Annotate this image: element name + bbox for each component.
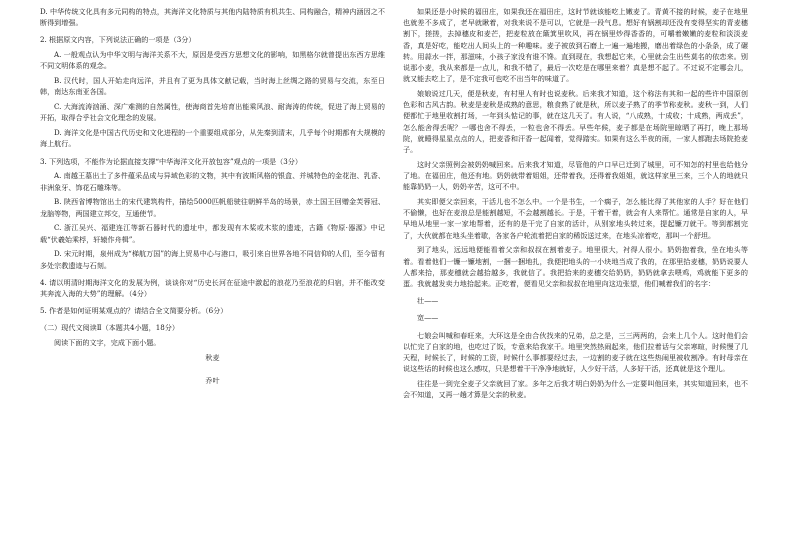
q3-option-c: C. 浙江吴兴、福建连江等新石器时代的遗址中，都发现有木桨或木浆的遗迹，古籍《物原·器源》中记载“伏羲始乘桴，轩辕作舟楫”。 bbox=[40, 223, 385, 244]
reading-instruction: 阅读下面的文字，完成下面小题。 bbox=[54, 338, 161, 348]
question-4: 4. 请以明清时期海洋文化的发展为例，谈谈你对“历史长河在征途中激起的浪花乃至浪花的归宿，并不能改变其奔流入海的大势”的理解。（4分） bbox=[40, 277, 385, 299]
section-heading: （二）现代文阅读Ⅱ（本题共4小题，18分） bbox=[40, 323, 179, 333]
story-paragraph: 往往是一到完全麦子父亲就回了家。多年之后我才明白奶奶为什么一定要叫他回来，其实知道回来，也不会不知道，又再一趟才算是父亲的秋麦。 bbox=[403, 379, 748, 400]
story-author: 乔叶 bbox=[205, 375, 220, 385]
story-paragraph: 到了地头，远远地便能看着父亲和叔叔在割着麦子。地里很大，衬得人很小。奶奶抱着我，坐在地头等着。看着他们一镰一镰地割，一捆一捆地扎，我便把地头的一小块地当成了我的，在那里拾麦穗，奶奶说要人人都来拾，那麦穗就会越拾越多，我就信了。我把拾来的麦穗交给奶奶，奶奶就拿去喂鸡，鸡就能下更多的蛋。我就越发卖力地拾起来。正吃着，便看见父亲和叔叔在地里向这边张望，他们喊着我们的名字： bbox=[403, 245, 748, 289]
q2-option-d: D. 海洋文化是中国古代历史和文化进程的一个重要组成部分，从先秦到清末，几乎每个时期都有大规模的海上航行。 bbox=[40, 128, 385, 149]
q3-option-a: A. 南越王墓出土了多件蕴采品成与异域色彩的文物，其中有波斯风格的银盒、并城特色的金花泡、乳香、非洲象牙、饰花石雕珠等。 bbox=[40, 171, 385, 192]
story-paragraph: 这时父亲照例会被奶奶喊回来。后来我才知道，尽管他的户口早已迁到了城里，可不知怎的村里也给他分了地。在福田庄，他还有地。奶奶就带着姐姐，还带着我，还得着我姐姐，就这样家里三来，三个人的地就只能靠奶奶一人，奶奶辛苦，这可不中。 bbox=[403, 159, 748, 192]
question-5: 5. 作者是如何证明某观点的？请结合全文简要分析。（6分） bbox=[40, 306, 228, 316]
story-call-line: 宽—— bbox=[417, 313, 439, 323]
left-column bbox=[40, 6, 385, 389]
q2-option-c: C. 大海流涛汹涌、深广难测的自然属性，使海商首先培育出能乘风浪、耐海涛的传统，促进了海上贸易的开拓，取得合乎社会文化理念的发展。 bbox=[40, 102, 385, 123]
question-3: 3. 下列选项，不能作为论据直接支撑“中华海洋文化开放包容”观点的一项是（3分） bbox=[40, 156, 302, 166]
q3-option-b: B. 陕西省博物馆出土的宋代建筑构件，描绘5000匹帆船驶往朝鲜半岛的场景，赤土国王回赠金芙蓉冠、龙脑等物，两国建立邦交，互通使节。 bbox=[40, 197, 385, 218]
right-column bbox=[403, 6, 748, 404]
option-d-continued: D. 中华传统文化具有多元同构的特点，其海洋文化特质与其他内陆特质有机共生、同构融合，精神内涵因之不断得到增强。 bbox=[40, 7, 385, 28]
story-title: 秋麦 bbox=[205, 353, 220, 363]
story-paragraph: 娘娘说过几天，便是秋麦，有村里人有时也说麦秋。后来我才知道，这个称法有其和一起的些许中国原创色彩和古风古韵。秋麦是麦秋是成熟的意思，粮食熟了就是秋，所以麦子熟了的季节称麦秋。麦秋一到，人们便都忙于地里收割打场，一年到头惦记的事，就在这几天了。有人说，“八成熟，十成收；十成熟，两成丢”，怎么能舍得丢呢？一哪也舍不得丢，一粒也舍不得丢。早些年候，麦子都是在场院里晾晒了再打，晚上那场院，就睡得星星点点的人，把麦香和汗香一起闻着，觉得踏实。如果有这么半夜的雨，一家人都跑去场院抢麦子。 bbox=[403, 89, 748, 155]
question-2: 2. 根据原文内容，下列说法正确的一项是（3分） bbox=[40, 35, 196, 45]
story-paragraph: 如果还是小时候的福田庄，如果我还在福田庄，这时节就该能吃上嫩麦了。青黄不接的时候，麦子在地里也就差不多成了，老早就瞅着，对我来说不是可以，它就是一段气息。想好有锅割却还没有变得坚实的青麦穗割下，搓搓，去掉穗皮和麦芒，把麦粒放在簸箕里吹风，再在锅里炒得香香的，可嚼着嫩嫩的麦粒和淡淡麦香，真是好吃，能吃出人间头上的一种趣味。麦子被放到石磨上一遍一遍地搬，磨出着绿色的小条条，成了碾转。用蒜水一拌，那滋味，小孩子家没有谁不馋。直到现在，我想起它来，心里就会生出些莫名的依恋来。别说那小麦，我从来都是一点儿，和我不错了，最后一次吃是在哪里来着？真是想不起了。不过说不定哪会儿，就又能去吃上了，是不定我可也吃不出当年的味道了。 bbox=[403, 7, 748, 84]
story-paragraph: 其实即便父亲回来，干活儿也不怎么中。一个是书生，一个瘸子，怎么能比得了其他家的人手？好在他们不偷懒，也好在麦浪总是能割越短，不会越割越长。于是，干着干着，就会有人来帮忙。通常是自家的人，早早地从地里一家一家地帮着，还有的是干完了自家的活计，从别家地头转过来，提起镰刀就干。等到都割完了，大伙就都在地头坐着歇，各家各户轮流着把自家的稀饭送过来，在地头凉着吃，那叫一个舒坦。 bbox=[403, 197, 748, 240]
q3-option-d: D. 宋元时期，泉州成为“梯航万国”的海上贸易中心与港口，吸引来自世界各地不同信仰的人们，至今留有多处宗教遗迹与石刻。 bbox=[40, 249, 385, 270]
q2-option-b: B. 汉代时，国人开始走向远洋，并且有了更为具体文献记载，当时海上丝绸之路的贸易与交流，东至日韩，南达东南亚各国。 bbox=[40, 76, 385, 97]
story-paragraph: 七娘会叫喊和春旺来，大环这是全由合伙找来的兄弟，总之是，三三两两的，会来上几个人。这时他们会以忙完了自家的地，也吃过了饭，专意来给我家干。地里突然热闹起来，他们拉着话与父亲寒暄，时候慢了几天程，时候长了，时候的工资，时候什么事都要经过去，一边割的麦子就在这些热闹里被收割净。有时母亲在说这些话的时候也这么感叹，只是想着干干净净地就好，人少好干活，人多好干活，还真就是这个理儿。 bbox=[403, 330, 748, 374]
q2-option-a: A. 一般观点认为中华文明与海洋关系不大，原因是受西方思想文化的影响，如黑格尔就曾提出东西方思维不同文明体系的观念。 bbox=[40, 50, 385, 71]
story-call-line: 壮—— bbox=[417, 296, 439, 306]
